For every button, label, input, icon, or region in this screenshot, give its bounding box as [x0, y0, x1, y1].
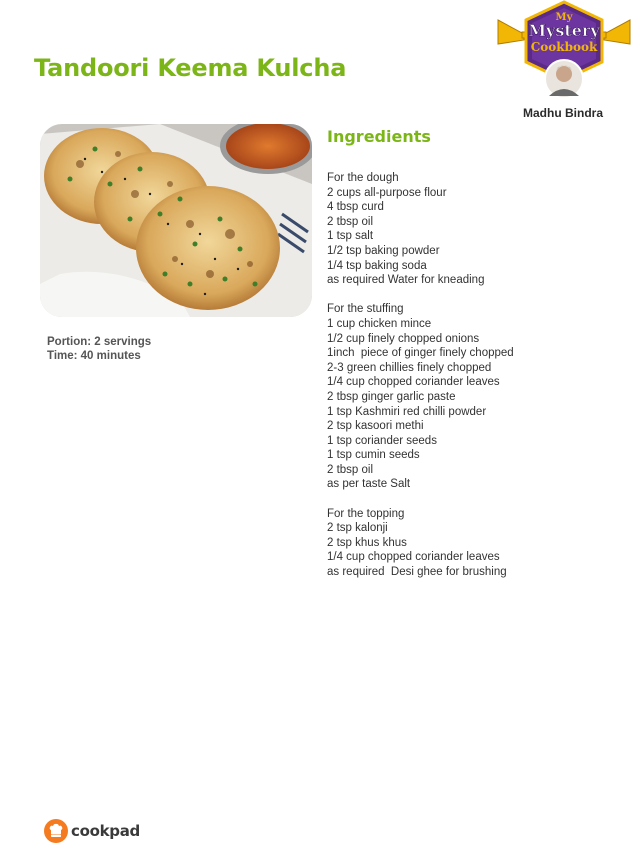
ingredient-item: as required Desi ghee for brushing: [327, 566, 507, 579]
brand-name: cookpad: [71, 822, 140, 840]
ingredient-item: as required Water for kneading: [327, 274, 485, 287]
chef-hat-icon: [44, 819, 68, 843]
ingredient-item: 1/2 cup finely chopped onions: [327, 332, 480, 345]
recipe-photo: [40, 124, 312, 317]
ingredient-item: 2 tbsp oil: [327, 215, 374, 228]
ingredient-item: 1/4 cup chopped coriander leaves: [327, 551, 500, 564]
group-title: For the dough: [327, 172, 399, 184]
time-text: Time: 40 minutes: [47, 350, 141, 362]
ingredient-item: 2 tsp kalonji: [327, 522, 388, 535]
cookpad-logo: [44, 817, 140, 845]
ingredient-item: 1 cup chicken mince: [327, 317, 432, 330]
ingredient-item: 1/4 tsp baking soda: [327, 259, 427, 272]
ingredient-group-stuffing: [327, 302, 627, 492]
ingredient-item: 1inch piece of ginger finely chopped: [327, 347, 514, 360]
portion-text: Portion: 2 servings: [47, 336, 152, 348]
ingredient-item: 1/4 cup chopped coriander leaves: [327, 376, 500, 389]
recipe-meta: [47, 335, 151, 363]
ingredient-item: 1 tsp Kashmiri red chilli powder: [327, 405, 487, 418]
ingredient-item: 2 tsp kasoori methi: [327, 420, 424, 433]
ingredient-item: 4 tbsp curd: [327, 201, 384, 214]
ingredient-item: 2 cups all-purpose flour: [327, 186, 447, 199]
ingredient-item: 1 tsp cumin seeds: [327, 449, 420, 462]
group-title: For the stuffing: [327, 303, 404, 316]
ingredient-group-dough: [327, 171, 627, 288]
recipe-title: Tandoori Keema Kulcha: [34, 54, 347, 82]
mystery-cookbook-badge: [494, 0, 634, 104]
ingredient-item: 2 tbsp ginger garlic paste: [327, 390, 456, 403]
ingredient-item: 1 tsp salt: [327, 230, 374, 243]
badge-line1: My: [555, 12, 573, 23]
ingredient-item: 1/2 tsp baking powder: [327, 244, 440, 257]
ingredient-group-topping: [327, 507, 627, 580]
badge-line2: Mystery: [528, 21, 600, 40]
ingredients-heading: Ingredients: [327, 127, 431, 146]
author-avatar: [545, 60, 583, 98]
ingredient-item: 1 tsp coriander seeds: [327, 434, 437, 447]
badge-line3: Cookbook: [530, 40, 598, 54]
ingredients-list: [327, 171, 627, 594]
author-name: Madhu Bindra: [523, 106, 603, 120]
ingredient-item: as per taste Salt: [327, 478, 411, 491]
group-title: For the topping: [327, 507, 405, 520]
ingredient-item: 2 tbsp oil: [327, 463, 374, 476]
ingredient-item: 2-3 green chillies finely chopped: [327, 361, 492, 374]
ingredient-item: 2 tsp khus khus: [327, 536, 407, 549]
